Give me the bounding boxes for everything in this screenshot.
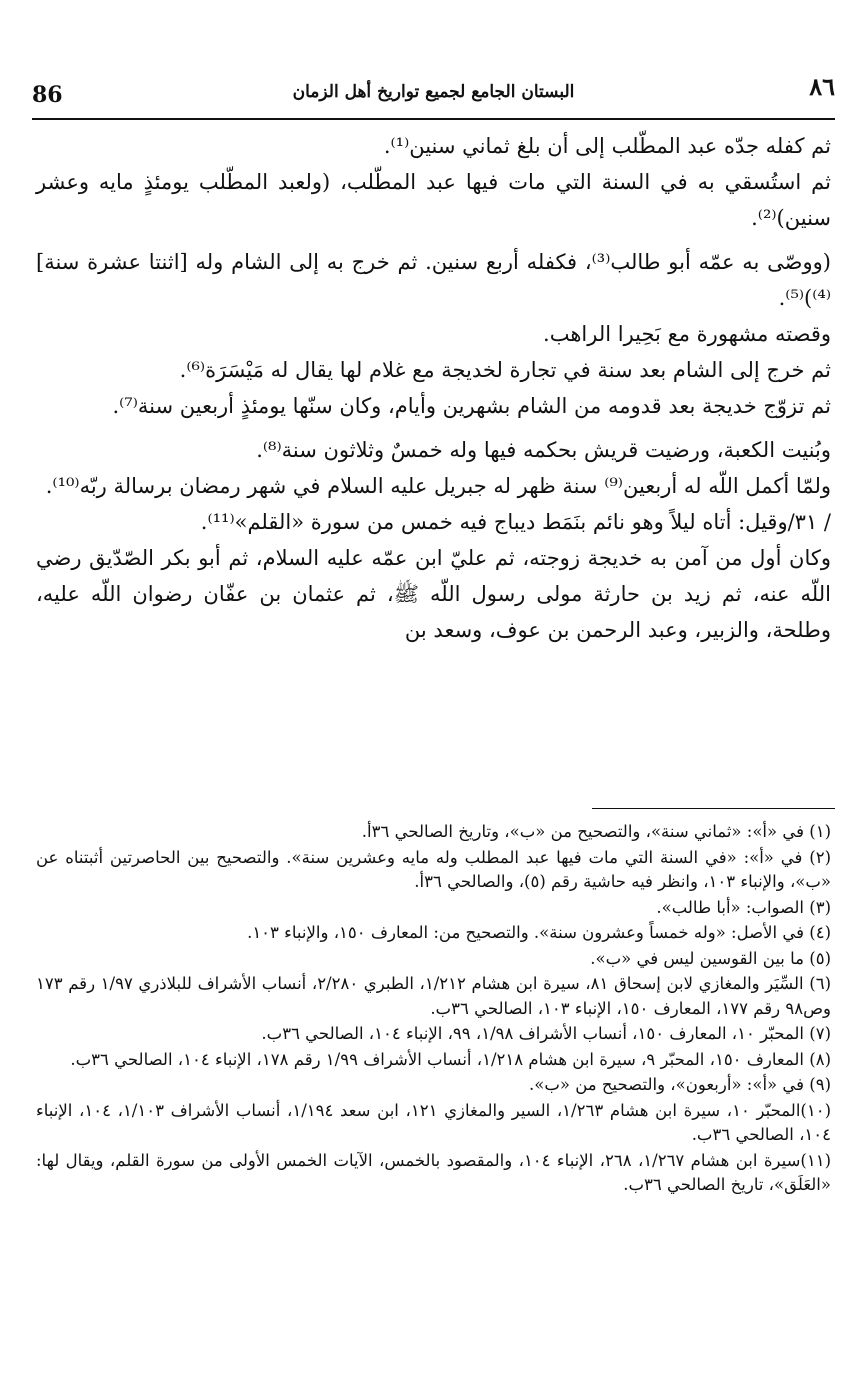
footnote-2: (٢) في «أ»: «في السنة التي مات فيها عبد المطلب وله مايه وعشرين سنة». والتصحيح بين الحاصرتين أثبتناه عن «ب»، والإنباء ١٠٣، وانظر فيه حاشية رقم (٥)، والصالحي ٣٦أ.	[36, 847, 831, 891]
paragraph-9: / ٣١/وقيل: أتاه ليلاً وهو نائم بنَمَط ديباج فيه خمس من سورة «القلم»⁽¹¹⁾.	[200, 510, 831, 534]
header-rule	[32, 118, 835, 120]
paragraph-1: ثم كفله جدّه عبد المطّلب إلى أن بلغ ثماني سنين⁽¹⁾.	[383, 134, 831, 158]
footnote-7: (٧) المحبّر ١٠، المعارف ١٥٠، أنساب الأشراف ١/٩٨، ٩٩، الإنباء ١٠٤، الصالحي ٣٦ب.	[261, 1024, 831, 1043]
paragraph-7: وبُنيت الكعبة، ورضيت قريش بحكمه فيها وله خمسٌ وثلاثون سنة⁽⁸⁾.	[256, 438, 831, 462]
main-text	[36, 128, 831, 648]
paragraph-8: ولمّا أكمل اللّه له أربعين⁽⁹⁾ سنة ظهر له جبريل عليه السلام في شهر رمضان برسالة ربّه⁽¹⁰⁾.	[45, 474, 831, 498]
running-title: البستان الجامع لجميع تواريخ أهل الزمان	[292, 82, 575, 102]
footnote-6: (٦) السِّيَر والمغازي لابن إسحاق ٨١، سيرة ابن هشام ١/٢١٢، الطبري ٢/٢٨٠، أنساب الأشراف للبلاذري ١/٩٧ رقم ١٧٣ وص٩٨ رقم ١٧٧، المعارف ١٥٠، الإنباء ١٠٣، الصالحي ٣٦ب.	[36, 974, 831, 1018]
footnote-5: (٥) ما بين القوسين ليس في «ب».	[590, 948, 831, 968]
footnote-rule	[592, 808, 835, 809]
footnote-10: (١٠)المحبّر ١٠، سيرة ابن هشام ١/٢٦٣، السير والمغازي ١٢١، ابن سعد ١/١٩٤، أنساب الأشراف ١/١٠٣، ١٠٤، الإنباء ١٠٤، الصالحي ٣٦ب.	[36, 1100, 832, 1144]
paragraph-6: ثم تزوّج خديجة بعد قدومه من الشام بشهرين وأيام، وكان سنّها يومئذٍ أربعين سنة⁽⁷⁾.	[112, 394, 831, 418]
footnotes	[36, 820, 831, 1199]
page-header	[32, 62, 835, 106]
footnote-11: (١١)سيرة ابن هشام ١/٢٦٧، ٢٦٨، الإنباء ١٠٤، والمقصود بالخمس، الآيات الخمس الأولى من سورة القلم، ويقال لها: «العَلَق»، تاريخ الصالحي ٣٦ب.	[36, 1150, 831, 1194]
footnote-4: (٤) في الأصل: «وله خمساً وعشرون سنة». والتصحيح من: المعارف ١٥٠، والإنباء ١٠٣.	[247, 923, 831, 942]
paragraph-2: ثم استُسقي به في السنة التي مات فيها عبد المطّلب، (ولعبد المطّلب يومئذٍ مايه وعشر سنين)⁽²⁾.	[36, 170, 831, 230]
footnote-8: (٨) المعارف ١٥٠، المحبّر ٩، سيرة ابن هشام ١/٢١٨، أنساب الأشراف ١/٩٩ رقم ١٧٨، الإنباء ١٠٤، الصالحي ٣٦ب.	[70, 1049, 831, 1069]
paragraph-4: وقصته مشهورة مع بَحِيرا الراهب.	[543, 322, 831, 346]
paragraph-5: ثم خرج إلى الشام بعد سنة في تجارة لخديجة مع غلام لها يقال له مَيْسَرَة⁽⁶⁾.	[179, 358, 831, 382]
paragraph-10: وكان أول من آمن به خديجة زوجته، ثم عليّ ابن عمّه عليه السلام، ثم أبو بكر الصّدّيق رضي اللّه عنه، ثم زيد بن حارثة مولى رسول اللّه ﷺ، ثم عثمان بن عفّان رضوان اللّه عليه، وطلحة، والزبير، وعبد الرحمن بن عوف، وسعد بن	[36, 546, 831, 642]
page-number-latin: 86	[32, 82, 63, 108]
paragraph-3: (ووصّى به عمّه أبو طالب⁽³⁾، فكفله أربع سنين. ثم خرج به إلى الشام وله [اثنتا عشرة سنة]⁽⁴⁾)⁽⁵⁾.	[36, 250, 831, 310]
footnote-9: (٩) في «أ»: «أربعون»، والتصحيح من «ب».	[529, 1075, 831, 1094]
footnote-3: (٣) الصواب: «أبا طالب».	[656, 897, 831, 917]
footnote-1: (١) في «أ»: «ثماني سنة»، والتصحيح من «ب»، وتاريخ الصالحي ٣٦أ.	[361, 822, 831, 841]
page-number-arabic: ٨٦	[809, 72, 835, 101]
